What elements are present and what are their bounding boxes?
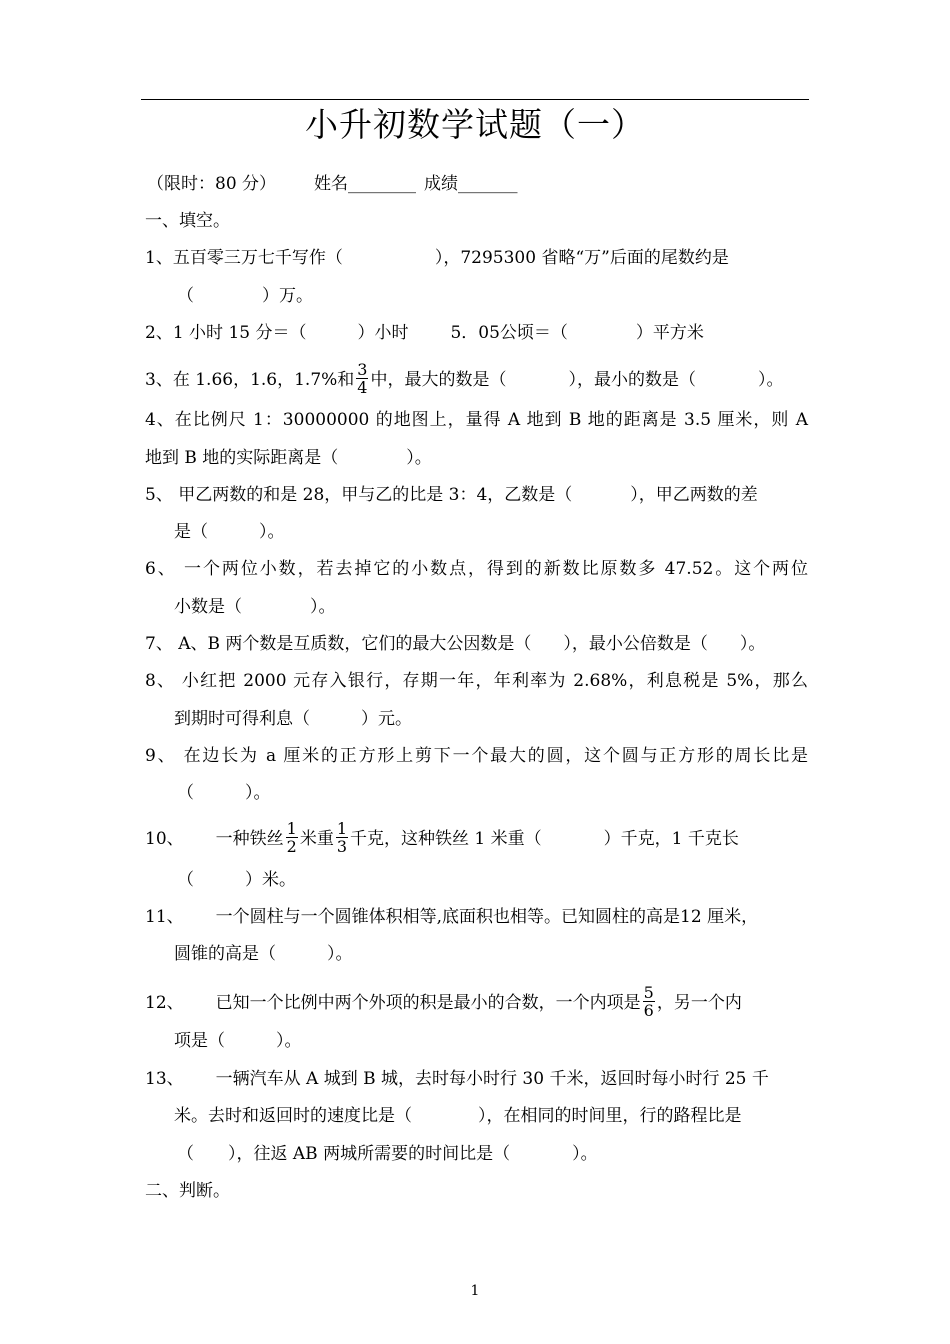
q9-text-1: 9、 在边长为 a 厘米的正方形上剪下一个最大的圆，这个圆与正方形的周长比是 (145, 746, 808, 766)
question-10-line-2: （ ）米。 (177, 870, 296, 890)
q6-text-1: 6、 一个两位小数，若去掉它的小数点，得到的新数比原数多 47.52。这个两位 (145, 559, 808, 579)
question-4-line-1 (145, 409, 808, 431)
q12-number: 12、 (145, 993, 184, 1013)
fraction-denominator: 6 (643, 1001, 654, 1020)
question-1-line-2: （ ）万。 (177, 286, 313, 306)
q5-part-b: ），甲乙两数的差 (630, 485, 758, 505)
question-11-line-1 (145, 906, 808, 928)
page-number: 1 (470, 1283, 480, 1299)
question-8-line-2: 到期时可得利息（ ）元。 (174, 709, 412, 729)
fraction-numerator: 1 (286, 819, 297, 838)
q1-part-a: 1、五百零三万七千写作（ (145, 248, 343, 268)
header-rule (141, 99, 809, 100)
q7-part-c: ）。 (739, 634, 766, 654)
q10-number: 10、 (145, 829, 184, 849)
fraction-denominator: 4 (357, 378, 368, 397)
q13-part-3a: （ ），往返 AB 两城所需要的时间比是（ (177, 1144, 511, 1164)
fraction-denominator: 2 (286, 837, 297, 856)
page-title: 小升初数学试题（一） (305, 105, 645, 144)
section-judge-heading: 二、判断。 (145, 1181, 230, 1201)
question-13-line-1 (145, 1068, 808, 1090)
q7-part-a: 7、 A、B 两个数是互质数，它们的最大公因数是（ (145, 634, 532, 654)
question-4-line-2: 地到 B 地的实际距离是（ ）。 (145, 448, 432, 468)
fraction-denominator: 3 (336, 837, 348, 856)
question-13-line-3 (177, 1143, 598, 1165)
q13-part-2a: 米。去时和返回时的速度比是（ (174, 1106, 412, 1126)
question-5-line-1 (145, 484, 808, 506)
question-8-line-1 (145, 670, 808, 692)
fraction-three-quarters (356, 361, 368, 396)
question-11-line-2: 圆锥的高是（ ）。 (174, 944, 353, 964)
q2-part-b: 5．05公顷＝（ ）平方米 (450, 323, 704, 343)
fraction-one-half (286, 820, 298, 855)
q2-part-a: 2、1 小时 15 分＝（ ）小时 (145, 323, 409, 343)
q13-part-2b: ），在相同的时间里，行的路程比是 (478, 1106, 742, 1126)
q8-text-1: 8、 小红把 2000 元存入银行，存期一年，年利率为 2.68%，利息税是 5%，那么 (145, 671, 808, 691)
fraction-numerator: 1 (336, 819, 348, 838)
q3-part-b: 中，最大的数是（ (370, 370, 507, 390)
question-3 (145, 360, 784, 398)
q10-part-d: ）千克，1 千克长 (603, 829, 739, 849)
q13-part-3b: ）。 (572, 1144, 598, 1164)
q3-part-d: ）。 (757, 370, 784, 390)
q12-part-a: 已知一个比例中两个外项的积是最小的合数，一个内项是 (215, 993, 641, 1013)
question-5-line-2: 是（ ）。 (174, 522, 285, 542)
q12-part-b: ，另一个内 (656, 993, 742, 1013)
fraction-numerator: 3 (357, 360, 368, 379)
q3-part-a: 3、在 1.66，1.6，1.7%和 (145, 370, 355, 390)
question-7 (145, 633, 765, 655)
question-1-line-1 (145, 247, 808, 269)
section-fill-heading: 一、填空。 (145, 211, 230, 231)
time-limit: （限时：80 分） (147, 174, 277, 194)
q4-text-1: 4、在比例尺 1：30000000 的地图上，量得 A 地到 B 地的距离是 3.5 厘米，则 A (145, 410, 808, 430)
question-13-line-2 (174, 1105, 808, 1127)
fraction-five-sixths (643, 984, 655, 1019)
question-10-line-1 (145, 819, 808, 857)
question-12-line-1 (145, 983, 808, 1021)
question-6-line-1 (145, 558, 808, 580)
q13-text-1: 一辆汽车从 A 城到 B 城，去时每小时行 30 千米，返回时每小时行 25 千 (215, 1069, 769, 1089)
question-9-line-1 (145, 745, 808, 767)
q1-part-b: ），7295300 省略“万”后面的尾数约是 (434, 248, 729, 268)
exam-info-line (147, 173, 518, 195)
score-field: 成绩_______ (424, 174, 518, 194)
q5-part-a: 5、 甲乙两数的和是 28，甲与乙的比是 3：4，乙数是（ (145, 485, 573, 505)
q3-part-c: ），最小的数是（ (568, 370, 696, 390)
q11-number: 11、 (145, 907, 184, 927)
question-9-line-2: （ ）。 (177, 783, 271, 803)
fraction-numerator: 5 (643, 983, 654, 1002)
q7-part-b: ），最小公倍数是（ (563, 634, 708, 654)
q10-part-c: 千克，这种铁丝 1 米重（ (350, 829, 542, 849)
question-6-line-2: 小数是（ ）。 (174, 597, 336, 617)
q11-text-1: 一个圆柱与一个圆锥体积相等,底面积也相等。已知圆柱的高是12 厘米， (215, 907, 759, 927)
name-field: 姓名________ (314, 174, 417, 194)
fraction-one-third (336, 820, 348, 855)
q10-part-b: 米重 (299, 829, 334, 849)
q13-number: 13、 (145, 1069, 184, 1089)
question-12-line-2: 项是（ ）。 (174, 1031, 302, 1051)
q10-part-a: 一种铁丝 (215, 829, 284, 849)
question-2 (145, 322, 704, 344)
